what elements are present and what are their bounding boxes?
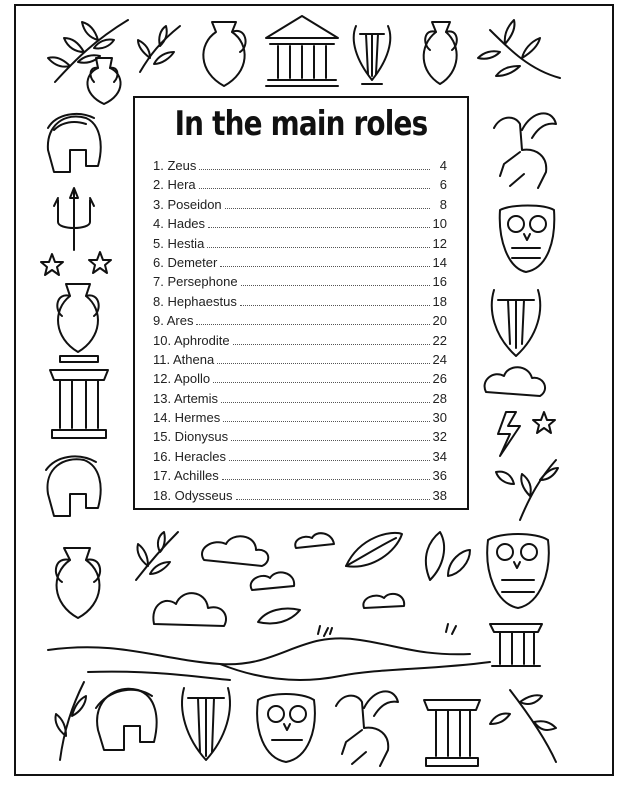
temple-icon (266, 16, 338, 86)
toc-entry-label: 8. Hephaestus (153, 293, 237, 309)
toc-leader-dots (199, 168, 430, 170)
toc-leader-dots (229, 459, 430, 461)
toc-leader-dots (213, 381, 429, 383)
toc-leader-dots (220, 265, 429, 267)
lightning-icon (498, 412, 520, 456)
toc-entry-page: 28 (432, 390, 447, 406)
toc-leader-dots (231, 439, 429, 441)
toc-leader-dots (240, 304, 430, 306)
toc-entry (153, 274, 447, 293)
toc-entry-label: 2. Hera (153, 177, 196, 193)
toc-entry-page: 18 (432, 293, 447, 309)
owl-icon (257, 694, 315, 762)
toc-leader-dots (241, 284, 430, 286)
toc-leader-dots (233, 343, 430, 345)
pegasus-icon (336, 691, 398, 766)
spartan-helmet-icon (48, 114, 101, 172)
cloud-icon (485, 367, 545, 396)
toc-entry (153, 352, 447, 371)
toc-entry-label: 18. Odysseus (153, 487, 233, 503)
toc-entry (153, 197, 447, 216)
laurel-icon (490, 690, 556, 762)
toc-entry-label: 3. Poseidon (153, 196, 222, 212)
toc-entry (153, 371, 447, 390)
vase-icon (56, 548, 100, 618)
toc-entry-page: 12 (432, 235, 447, 251)
laurel-icon (55, 682, 86, 760)
toc-entry-label: 16. Heracles (153, 448, 226, 464)
toc-leader-dots (225, 207, 430, 209)
lyre-icon (354, 26, 391, 84)
toc-leader-dots (221, 401, 430, 403)
bush-icon (153, 593, 226, 626)
toc-entry-label: 6. Demeter (153, 254, 218, 270)
toc-entry-page: 30 (432, 410, 447, 426)
laurel-icon (496, 460, 558, 520)
column-icon (424, 700, 480, 766)
toc-entry (153, 236, 447, 255)
toc-entry-page: 26 (432, 371, 447, 387)
toc-entry-label: 9. Ares (153, 313, 194, 329)
toc-entry (153, 410, 447, 429)
toc-entry (153, 449, 447, 468)
toc-entry (153, 468, 447, 487)
toc-entry-label: 14. Hermes (153, 410, 221, 426)
toc-entry-label: 1. Zeus (153, 158, 197, 173)
toc-leader-dots (217, 362, 429, 364)
star-icon (533, 412, 555, 433)
toc-entry-page: 38 (432, 487, 447, 503)
vase-icon (424, 22, 457, 84)
toc-entry-page: 24 (432, 351, 447, 367)
toc-entry-page: 6 (439, 177, 447, 193)
toc-entry (153, 488, 447, 507)
laurel-icon (478, 20, 560, 78)
hills-icon (48, 624, 490, 680)
toc-entry-page: 36 (432, 468, 447, 484)
toc-entry-page: 4 (439, 158, 447, 173)
toc-entry (153, 429, 447, 448)
toc-entry (153, 255, 447, 274)
trident-icon (54, 188, 94, 250)
column-icon (490, 624, 542, 666)
toc-entry-page: 20 (432, 313, 447, 329)
vase-icon (203, 22, 245, 86)
toc-entry-page: 32 (432, 429, 447, 445)
pegasus-icon (494, 113, 556, 188)
toc-leader-dots (199, 187, 430, 189)
toc-entry-page: 22 (432, 332, 447, 348)
toc-entry (153, 216, 447, 235)
toc-entry-label: 5. Hestia (153, 235, 205, 251)
toc-entry (153, 313, 447, 332)
toc-list (153, 158, 447, 507)
toc-entry-label: 13. Artemis (153, 390, 219, 406)
toc-entry (153, 158, 447, 177)
toc-entry-label: 7. Persephone (153, 274, 238, 290)
laurel-icon (136, 532, 178, 580)
toc-entry-page: 10 (432, 216, 447, 232)
lyre-icon (182, 688, 230, 760)
toc-entry-page: 8 (439, 196, 447, 212)
amphora-icon (87, 58, 120, 104)
spartan-helmet-icon (96, 689, 157, 750)
toc-leader-dots (207, 246, 429, 248)
toc-entry-label: 10. Aphrodite (153, 332, 230, 348)
toc-entry (153, 177, 447, 196)
toc-entry-label: 15. Dionysus (153, 429, 229, 445)
toc-leader-dots (223, 420, 429, 422)
toc-leader-dots (222, 478, 430, 480)
column-icon (50, 370, 108, 438)
star-icon (41, 252, 111, 275)
toc-entry (153, 333, 447, 352)
toc-entry-label: 11. Athena (153, 351, 215, 367)
table-of-contents (133, 96, 469, 510)
toc-entry-label: 4. Hades (153, 216, 206, 232)
spartan-helmet-icon (46, 456, 101, 516)
toc-entry-page: 14 (432, 254, 447, 270)
toc-entry (153, 294, 447, 313)
toc-entry-label: 17. Achilles (153, 468, 219, 484)
owl-icon (500, 206, 555, 273)
toc-entry-page: 16 (432, 274, 447, 290)
toc-title: In the main roles (174, 104, 428, 144)
laurel-icon (138, 26, 180, 72)
cloud-icon (202, 533, 404, 608)
toc-entry-page: 34 (432, 448, 447, 464)
toc-leader-dots (196, 323, 429, 325)
toc-entry-label: 12. Apollo (153, 371, 211, 387)
lyre-icon (492, 290, 540, 356)
leaf-icon (258, 532, 470, 624)
amphora-icon (57, 284, 98, 362)
toc-leader-dots (236, 498, 430, 500)
toc-entry (153, 391, 447, 410)
toc-leader-dots (208, 226, 429, 228)
owl-icon (487, 534, 549, 608)
